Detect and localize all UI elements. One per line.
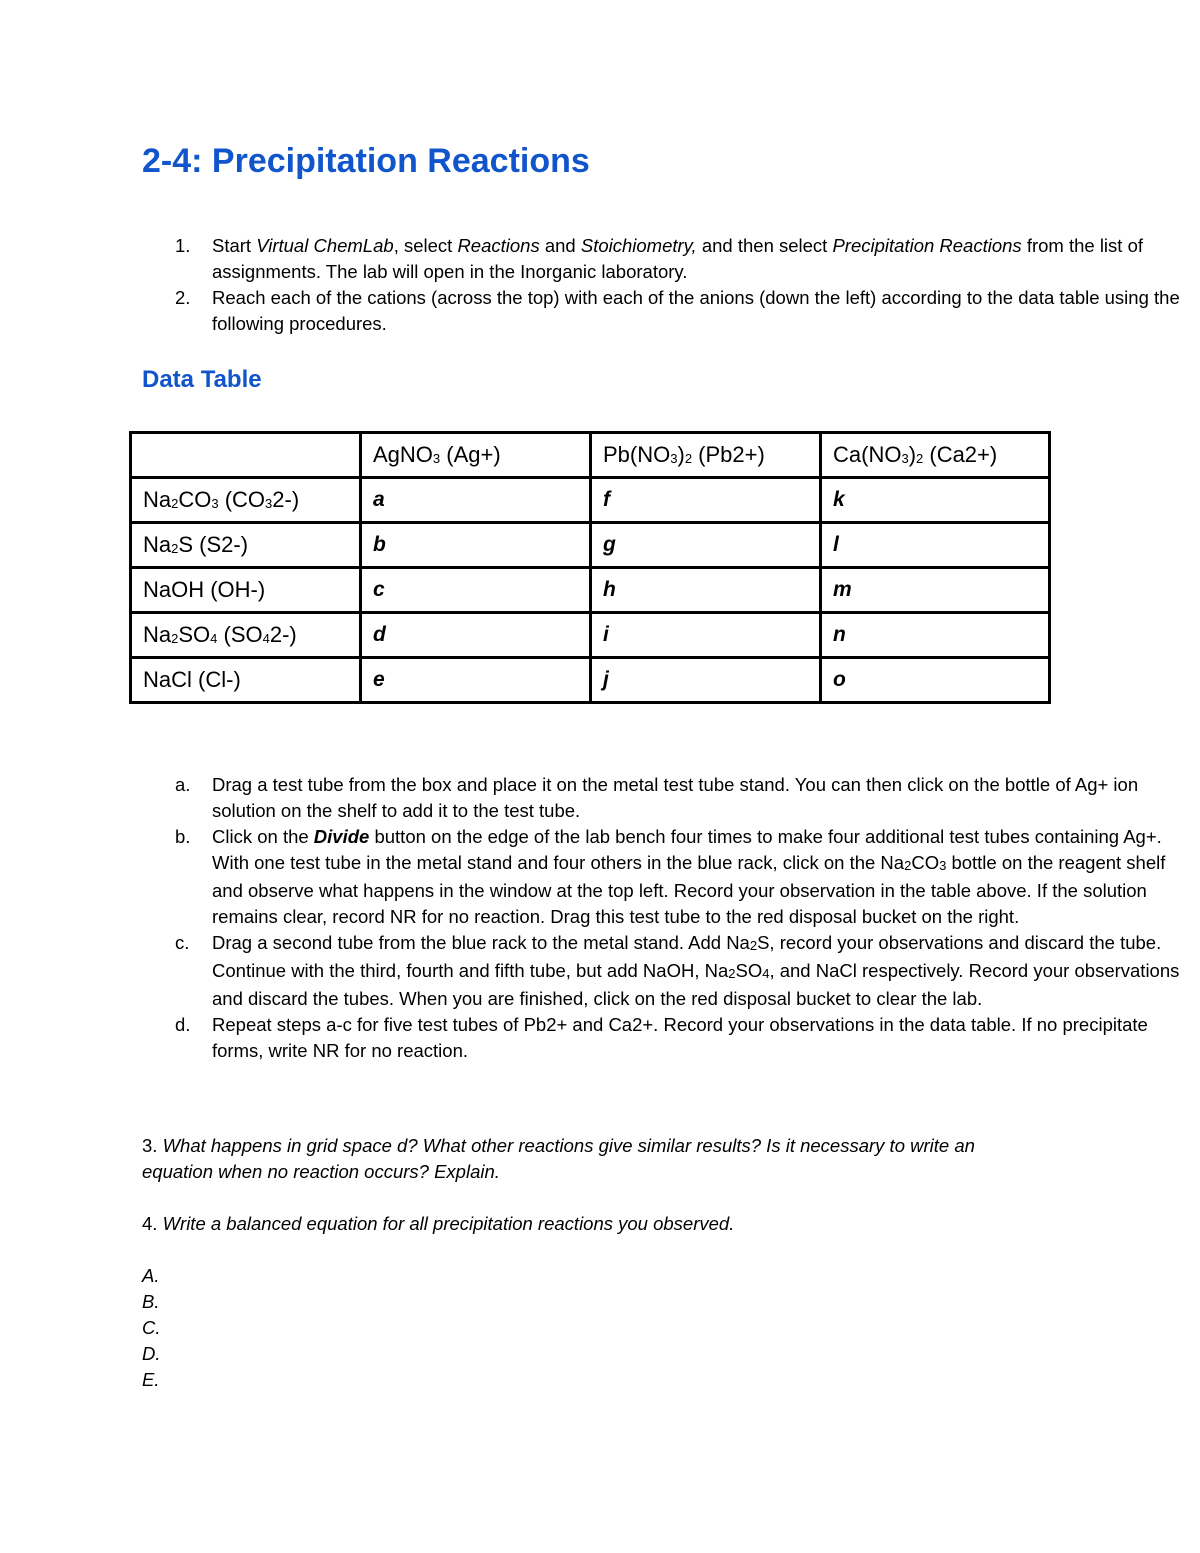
text-run: 2-) — [269, 622, 297, 647]
question-3-text: What happens in grid space d? What other reactions give similar results? Is it necessary to write an equation when no reaction occurs? Explain. — [142, 1135, 975, 1182]
text-run: (CO — [218, 487, 266, 512]
subscript: 2 — [684, 451, 693, 466]
procedure-item — [142, 1012, 1200, 1064]
table-cell: e — [361, 658, 591, 703]
table-header-cell — [821, 433, 1050, 478]
subscript: 2 — [904, 858, 912, 873]
text-run: Na — [143, 622, 172, 647]
subscript: 2 — [171, 631, 179, 646]
text-run: NaCl (Cl-) — [143, 667, 241, 692]
text-run: Drag a test tube from the box and place it on the metal test tube stand. You can then click on the bottle of Ag+ ion solution on the shelf to add it to the test tube. — [212, 774, 1139, 821]
subscript: 2 — [749, 938, 758, 953]
data-table-heading: Data Table — [142, 366, 262, 393]
text-run: CO — [911, 852, 940, 873]
text-run: Na — [143, 487, 172, 512]
text-run: SO — [178, 622, 211, 647]
text-run: (Ag+) — [440, 442, 501, 467]
list-marker: c. — [175, 932, 190, 953]
text-run: from the list of assignments. The lab will open in the Inorganic laboratory. — [212, 235, 1144, 282]
table-cell: l — [821, 523, 1050, 568]
text-run: NaOH (OH-) — [143, 577, 266, 602]
answer-line: A. — [142, 1265, 160, 1286]
subscript: 2 — [916, 451, 924, 466]
text-run: and then select — [696, 235, 833, 256]
text-run: 2-) — [272, 487, 300, 512]
table-cell: k — [821, 478, 1050, 523]
table-cell: c — [361, 568, 591, 613]
table-cell: i — [591, 613, 821, 658]
text-run: S, record your observations and discard the tube. Continue with the third, fourth and fifth tube, but add NaOH, Na — [212, 932, 1162, 981]
question-3-number: 3. — [142, 1135, 163, 1156]
text-run: Repeat steps a-c for five test tubes of Pb2+ and Ca2+. Record your observations in the data table. If no precipitate forms, write NR for no reaction. — [212, 1014, 1148, 1061]
text-run: (Pb2+) — [692, 442, 765, 467]
table-row — [131, 568, 1050, 613]
text-run: Start — [212, 235, 257, 256]
text-run: bottle on the reagent shelf and observe what happens in the window at the top left. Record your observation in the table above. If the solution remains clear, record NR for no reaction. Drag this test tube to the red disposal bucket on the right. — [212, 852, 1166, 927]
text-run: , and NaCl respectively. Record your observations and discard the tubes. When you are finished, click on the red disposal bucket to clear the lab. — [212, 960, 1180, 1009]
text-run: Reach each of the cations (across the top) with each of the anions (down the left) according to the data table using the following procedures. — [212, 287, 1180, 334]
text-run: (Ca2+) — [923, 442, 998, 467]
subscript: 4 — [210, 631, 218, 646]
procedure-list — [142, 772, 1200, 1064]
answer-line: E. — [142, 1369, 160, 1390]
subscript: 4 — [262, 631, 270, 646]
table-cell: j — [591, 658, 821, 703]
step-item — [142, 285, 1200, 337]
table-cell: f — [591, 478, 821, 523]
list-marker: b. — [175, 826, 191, 847]
subscript: 2 — [728, 966, 736, 981]
table-cell: g — [591, 523, 821, 568]
table-cell: d — [361, 613, 591, 658]
text-run: button on the edge of the lab bench four times to make four additional test tubes containing Ag+. With one test tube in the metal stand and four others in the blue rack, click on the Na — [212, 826, 1162, 873]
subscript: 3 — [670, 451, 678, 466]
row-label-cell — [131, 523, 361, 568]
text-run: , select — [393, 235, 458, 256]
answer-line: C. — [142, 1317, 161, 1338]
subscript: 3 — [901, 451, 909, 466]
procedure-item — [142, 772, 1200, 824]
text-run: S (S2-) — [178, 532, 249, 557]
row-label-cell — [131, 568, 361, 613]
table-cell: n — [821, 613, 1050, 658]
text-run: Ca(NO — [833, 442, 902, 467]
table-header-cell — [591, 433, 821, 478]
table-row — [131, 658, 1050, 703]
step-item — [142, 233, 1200, 285]
row-label-cell — [131, 658, 361, 703]
row-label-cell — [131, 613, 361, 658]
answer-line: B. — [142, 1291, 160, 1312]
text-run: AgNO — [373, 442, 433, 467]
answer-line: D. — [142, 1343, 161, 1364]
table-cell: h — [591, 568, 821, 613]
subscript: 3 — [432, 451, 441, 466]
subscript: 3 — [939, 858, 947, 873]
list-marker: 2. — [175, 287, 191, 308]
table-cell: o — [821, 658, 1050, 703]
page-title: 2-4: Precipitation Reactions — [142, 142, 590, 180]
data-table — [129, 431, 1051, 704]
text-run: Drag a second tube from the blue rack to the metal stand. Add Na — [212, 932, 750, 953]
text-run: CO — [178, 487, 212, 512]
italic-text: Stoichiometry, — [580, 235, 697, 256]
question-4 — [142, 1211, 1042, 1237]
table-row — [131, 613, 1050, 658]
row-label-cell — [131, 478, 361, 523]
list-marker: 1. — [175, 235, 191, 256]
text-run: ) — [677, 442, 685, 467]
table-header-cell — [361, 433, 591, 478]
answer-list — [142, 1263, 161, 1393]
table-header-row — [131, 433, 1050, 478]
question-4-number: 4. — [142, 1213, 163, 1234]
table-header-cell — [131, 433, 361, 478]
table-cell: a — [361, 478, 591, 523]
table-cell: b — [361, 523, 591, 568]
italic-text: Reactions — [457, 235, 540, 256]
text-run: Pb(NO — [603, 442, 671, 467]
italic-text: Precipitation Reactions — [832, 235, 1022, 256]
table-row — [131, 523, 1050, 568]
procedure-item — [142, 824, 1200, 930]
text-run: SO — [735, 960, 763, 981]
question-3 — [142, 1133, 1042, 1185]
italic-text: Virtual ChemLab — [256, 235, 394, 256]
text-run: (SO — [217, 622, 263, 647]
list-marker: a. — [175, 774, 191, 795]
procedure-item — [142, 930, 1200, 1012]
text-run: Na — [143, 532, 172, 557]
text-run: and — [539, 235, 581, 256]
subscript: 3 — [211, 496, 219, 511]
text-run: ) — [908, 442, 917, 467]
question-4-text: Write a balanced equation for all precipitation reactions you observed. — [162, 1213, 735, 1234]
subscript: 3 — [265, 496, 273, 511]
table-row — [131, 478, 1050, 523]
steps-list — [142, 233, 1200, 337]
subscript: 2 — [171, 541, 179, 556]
list-marker: d. — [175, 1014, 191, 1035]
subscript: 2 — [171, 496, 179, 511]
emphasized-text: Divide — [313, 826, 370, 847]
subscript: 4 — [762, 966, 770, 981]
table-cell: m — [821, 568, 1050, 613]
text-run: Click on the — [212, 826, 314, 847]
